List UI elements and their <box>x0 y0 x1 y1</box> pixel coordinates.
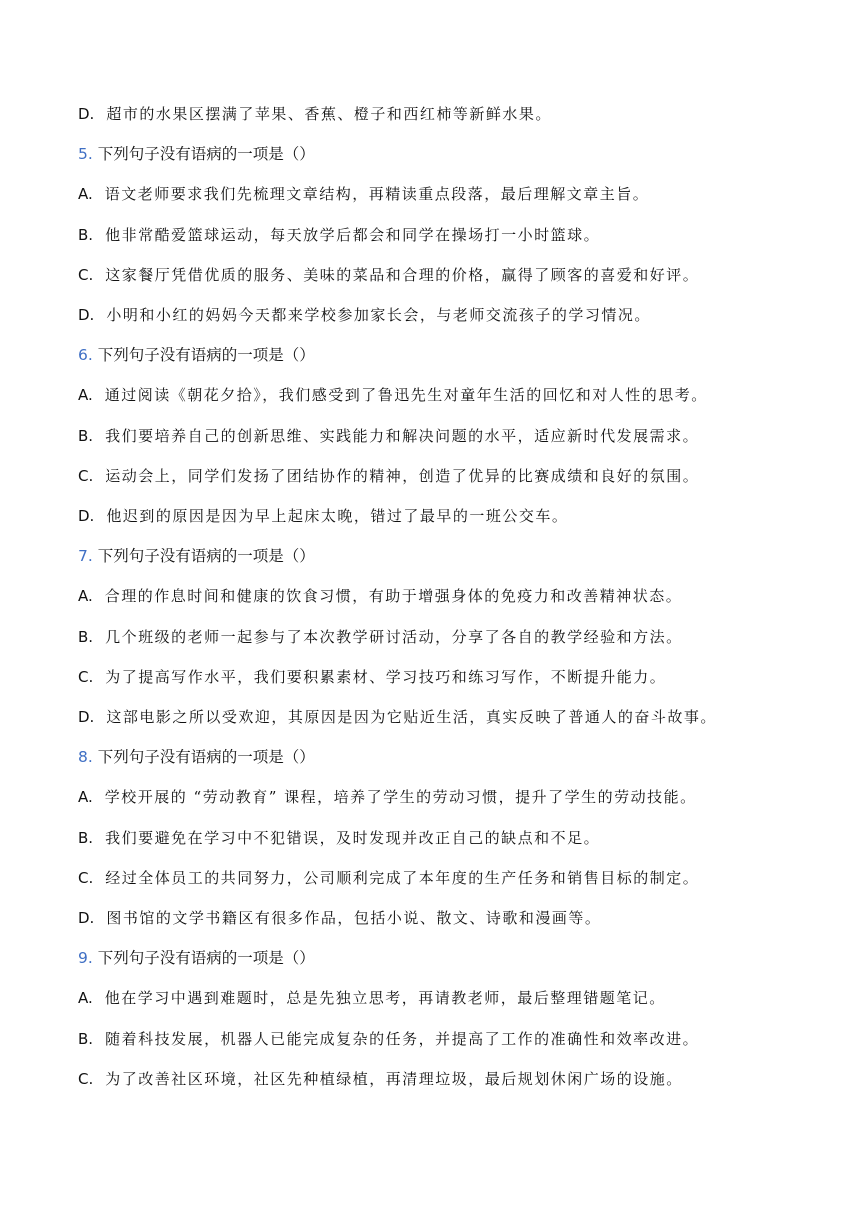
answer-option <box>78 988 666 1008</box>
option-letter: D. <box>78 507 95 525</box>
question-stem <box>78 144 315 164</box>
question-number: 6. <box>78 346 93 364</box>
option-text: 通过阅读《朝花夕拾》，我们感受到了鲁迅先生对童年生活的回忆和对人性的思考。 <box>104 386 708 404</box>
answer-option <box>78 828 600 848</box>
answer-option <box>78 385 708 405</box>
option-text: 几个班级的老师一起参与了本次教学研讨活动，分享了各自的教学经验和方法。 <box>105 628 683 646</box>
answer-option <box>78 305 651 325</box>
option-text: 我们要培养自己的创新思维、实践能力和解决问题的水平，适应新时代发展需求。 <box>105 427 700 445</box>
option-letter: C. <box>78 1070 94 1088</box>
option-letter: C. <box>78 869 94 887</box>
answer-option <box>78 787 697 807</box>
option-text: 为了提高写作水平，我们要积累素材、学习技巧和练习写作，不断提升能力。 <box>105 668 667 686</box>
option-letter: A. <box>78 788 93 806</box>
option-text: 运动会上，同学们发扬了团结协作的精神，创造了优异的比赛成绩和良好的氛围。 <box>105 467 700 485</box>
option-text: 他迟到的原因是因为早上起床太晚，错过了最早的一班公交车。 <box>106 507 569 525</box>
question-number: 5. <box>78 145 93 163</box>
option-text: 为了改善社区环境，社区先种植绿植，再清理垃圾，最后规划休闲广场的设施。 <box>105 1070 683 1088</box>
option-letter: A. <box>78 587 93 605</box>
question-number: 8. <box>78 748 93 766</box>
answer-option <box>78 225 600 245</box>
answer-option <box>78 466 699 486</box>
option-letter: D. <box>78 708 95 726</box>
answer-option <box>78 627 683 647</box>
option-text: 合理的作息时间和健康的饮食习惯，有助于增强身体的免疫力和改善精神状态。 <box>104 587 683 605</box>
question-text: 下列句子没有语病的一项是（） <box>97 145 315 163</box>
option-text: 经过全体员工的共同努力，公司顺利完成了本年度的生产任务和销售目标的制定。 <box>105 869 700 887</box>
answer-option <box>78 104 552 124</box>
option-letter: D. <box>78 105 95 123</box>
answer-option <box>78 707 717 727</box>
question-number: 7. <box>78 547 93 565</box>
option-text: 他在学习中遇到难题时，总是先独立思考，再请教老师，最后整理错题笔记。 <box>104 989 666 1007</box>
question-text: 下列句子没有语病的一项是（） <box>97 748 315 766</box>
answer-option <box>78 868 699 888</box>
option-text: 我们要避免在学习中不犯错误，及时发现并改正自己的缺点和不足。 <box>105 829 601 847</box>
option-text: 这家餐厅凭借优质的服务、美味的菜品和合理的价格，赢得了顾客的喜爱和好评。 <box>105 266 700 284</box>
question-text: 下列句子没有语病的一项是（） <box>97 949 315 967</box>
option-text: 图书馆的文学书籍区有很多作品，包括小说、散文、诗歌和漫画等。 <box>106 909 602 927</box>
option-letter: C. <box>78 266 94 284</box>
answer-option <box>78 908 601 928</box>
answer-option <box>78 667 666 687</box>
option-letter: A. <box>78 386 93 404</box>
question-text: 下列句子没有语病的一项是（） <box>97 547 315 565</box>
answer-option <box>78 1029 699 1049</box>
option-letter: C. <box>78 668 94 686</box>
question-stem <box>78 948 315 968</box>
option-text: 小明和小红的妈妈今天都来学校参加家长会，与老师交流孩子的学习情况。 <box>106 306 651 324</box>
question-text: 下列句子没有语病的一项是（） <box>97 346 315 364</box>
option-text: 他非常酷爱篮球运动，每天放学后都会和同学在操场打一小时篮球。 <box>105 226 601 244</box>
option-text: 超市的水果区摆满了苹果、香蕉、橙子和西红柿等新鲜水果。 <box>106 105 552 123</box>
option-text: 随着科技发展，机器人已能完成复杂的任务，并提高了工作的准确性和效率改进。 <box>105 1030 700 1048</box>
answer-option <box>78 426 699 446</box>
question-number: 9. <box>78 949 93 967</box>
option-letter: A. <box>78 989 93 1007</box>
option-text: 学校开展的 “劳动教育” 课程，培养了学生的劳动习惯，提升了学生的劳动技能。 <box>104 788 697 806</box>
option-letter: A. <box>78 185 93 203</box>
option-letter: D. <box>78 306 95 324</box>
option-letter: D. <box>78 909 95 927</box>
answer-option <box>78 1069 683 1089</box>
question-stem <box>78 747 315 767</box>
answer-option <box>78 586 682 606</box>
question-stem <box>78 345 315 365</box>
answer-option <box>78 506 568 526</box>
option-letter: B. <box>78 628 94 646</box>
option-letter: B. <box>78 226 94 244</box>
question-stem <box>78 546 315 566</box>
answer-option <box>78 265 699 285</box>
option-letter: C. <box>78 467 94 485</box>
option-letter: B. <box>78 1030 94 1048</box>
option-letter: B. <box>78 829 94 847</box>
option-text: 这部电影之所以受欢迎，其原因是因为它贴近生活，真实反映了普通人的奋斗故事。 <box>106 708 717 726</box>
answer-option <box>78 184 649 204</box>
option-text: 语文老师要求我们先梳理文章结构，再精读重点段落，最后理解文章主旨。 <box>104 185 650 203</box>
option-letter: B. <box>78 427 94 445</box>
